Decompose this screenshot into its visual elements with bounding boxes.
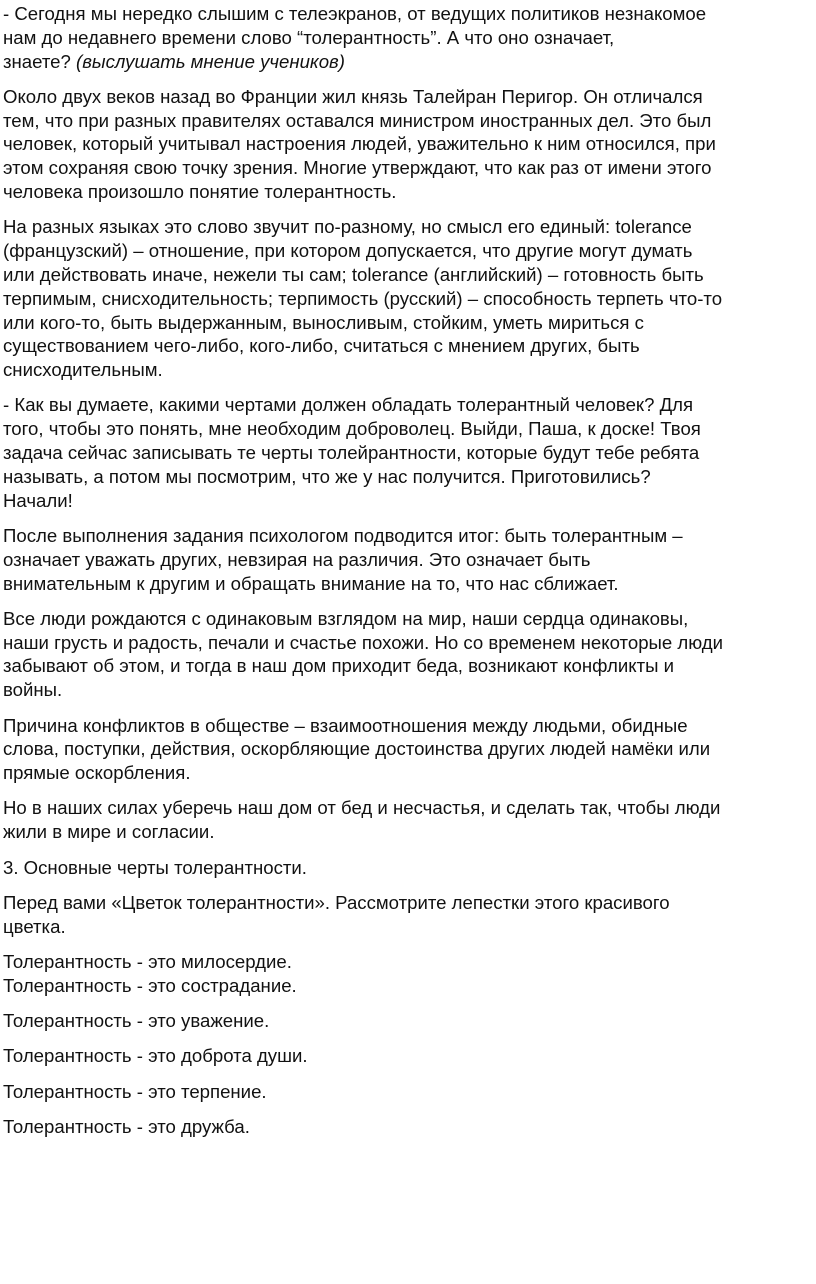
text-line: или кого-то, быть выдержанным, выносливым, стойким, уметь мириться с bbox=[3, 311, 644, 333]
text-line: означает уважать других, невзирая на различия. Это означает быть bbox=[3, 548, 591, 570]
text-line: 3. Основные черты толерантности. bbox=[3, 856, 307, 878]
text-line: Начали! bbox=[3, 489, 73, 511]
text-line: или действовать иначе, нежели ты сам; tolerance (английский) – готовность быть bbox=[3, 263, 704, 285]
text-line: человек, который учитывал настроения людей, уважительно к ним относился, при bbox=[3, 133, 716, 155]
paragraph-summary bbox=[3, 524, 816, 595]
text-line: После выполнения задания психологом подводится итог: быть толерантным – bbox=[3, 524, 683, 546]
text-line: Толерантность - это доброта души. bbox=[3, 1045, 308, 1067]
text-line: Около двух веков назад во Франции жил князь Талейран Перигор. Он отличался bbox=[3, 85, 703, 107]
paragraph-peace bbox=[3, 796, 816, 844]
text-line: внимательным к другим и обращать внимание на то, что нас сближает. bbox=[3, 572, 619, 594]
text-line: слова, поступки, действия, оскорбляющие достоинства других людей намёки или bbox=[3, 738, 711, 760]
text-line: Причина конфликтов в обществе – взаимоотношения между людьми, обидные bbox=[3, 714, 688, 736]
text-line: человека произошло понятие толерантность. bbox=[3, 181, 397, 203]
text-line: - Сегодня мы нередко слышим с телеэкранов, от ведущих политиков незнакомое bbox=[3, 3, 707, 24]
text-line: нам до недавнего времени слово “толерантность”. А что оно означает, bbox=[3, 26, 615, 48]
paragraph-flower bbox=[3, 891, 816, 939]
text-line: называть, а потом мы посмотрим, что же у нас получится. Приготовились? bbox=[3, 465, 651, 487]
text-line-mixed bbox=[3, 50, 816, 74]
tolerance-list-item bbox=[3, 950, 816, 998]
text-line: Перед вами «Цветок толерантности». Рассмотрите лепестки этого красивого bbox=[3, 891, 670, 913]
tolerance-list-item bbox=[3, 1009, 816, 1033]
text-line: Толерантность - это дружба. bbox=[3, 1115, 250, 1137]
tolerance-list-item bbox=[3, 1044, 816, 1068]
text-line: Толерантность - это терпение. bbox=[3, 1080, 267, 1102]
text-line: этом сохраняя свою точку зрения. Многие утверждают, что как раз от имени этого bbox=[3, 157, 712, 179]
text-line: цветка. bbox=[3, 915, 66, 937]
text-line: (французский) – отношение, при котором допускается, что другие могут думать bbox=[3, 240, 693, 262]
text-line: терпимым, снисходительность; терпимость (русский) – способность терпеть что-то bbox=[3, 287, 723, 309]
paragraph-people bbox=[3, 607, 816, 702]
text-line: Толерантность - это уважение. bbox=[3, 1009, 270, 1031]
text-line: Но в наших силах уберечь наш дом от бед и несчастья, и сделать так, чтобы люди bbox=[3, 797, 721, 819]
text-line: Все люди рождаются с одинаковым взглядом на мир, наши сердца одинаковы, bbox=[3, 607, 689, 629]
text-line: забывают об этом, и тогда в наш дом приходит беда, возникают конфликты и bbox=[3, 655, 675, 677]
text-line: На разных языках это слово звучит по-разному, но смысл его единый: tolerance bbox=[3, 216, 692, 238]
paragraph-talleyrand bbox=[3, 85, 816, 204]
tolerance-list-item bbox=[3, 1115, 816, 1139]
paragraph-volunteer-task bbox=[3, 393, 816, 512]
text-line: Толерантность - это сострадание. bbox=[3, 974, 297, 996]
text-line: снисходительным. bbox=[3, 359, 163, 381]
text-line: тем, что при разных правителях оставался министром иностранных дел. Это был bbox=[3, 109, 712, 131]
text-line: существованием чего-либо, кого-либо, считаться с мнением других, быть bbox=[3, 335, 640, 357]
text-line: Толерантность - это милосердие. bbox=[3, 950, 292, 972]
text-line: наши грусть и радость, печали и счастье похожи. Но со временем некоторые люди bbox=[3, 631, 724, 653]
stage-direction-italic: (выслушать мнение учеников) bbox=[76, 50, 345, 72]
text-line: задача сейчас записывать те черты толейрантности, которые будут тебе ребята bbox=[3, 442, 700, 464]
text-segment: знаете? bbox=[3, 50, 77, 72]
paragraph-conflicts bbox=[3, 714, 816, 785]
section-heading bbox=[3, 856, 816, 880]
paragraph-languages bbox=[3, 215, 816, 382]
text-line: - Как вы думаете, какими чертами должен обладать толерантный человек? Для bbox=[3, 394, 694, 416]
paragraph-intro-question bbox=[3, 2, 816, 73]
text-line: войны. bbox=[3, 679, 63, 701]
text-line: жили в мире и согласии. bbox=[3, 821, 215, 843]
tolerance-list-item bbox=[3, 1080, 816, 1104]
text-line: того, чтобы это понять, мне необходим доброволец. Выйди, Паша, к доске! Твоя bbox=[3, 418, 701, 440]
text-line: прямые оскорбления. bbox=[3, 762, 191, 784]
